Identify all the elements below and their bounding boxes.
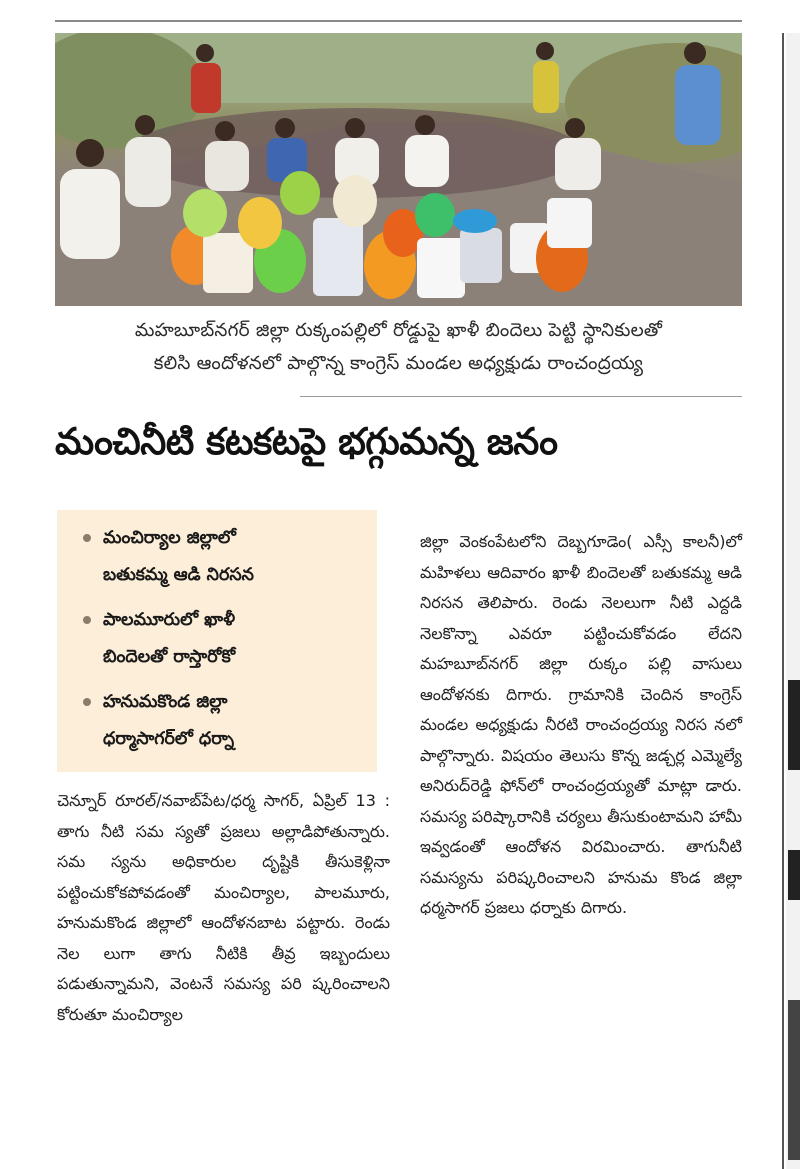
adjacent-page-edge xyxy=(786,33,800,1169)
column-divider xyxy=(782,33,784,1169)
caption-rule xyxy=(300,396,742,397)
top-rule xyxy=(55,20,742,22)
highlight-item xyxy=(83,602,359,676)
highlight-line: బతుకమ్మ ఆడి నిరసన xyxy=(103,565,254,585)
highlight-item xyxy=(83,684,359,758)
caption-line-1: మహబూబ్‌నగర్ జిల్లా రుక్కంపల్లిలో రోడ్డుపై ఖాళీ బిందెలు పెట్టి స్థానికులతో xyxy=(134,320,663,341)
photo-caption xyxy=(55,314,742,380)
bullet-icon xyxy=(83,698,91,706)
adjacent-page-block xyxy=(788,680,800,770)
article-column-right: జిల్లా వెంకంపేటలోని దెబ్బగూడెం( ఎస్సీ కాలనీ)లో మహిళలు ఆదివారం ఖాళీ బిందెలతో బతుకమ్మ ఆడి నిరసన తెలిపారు. రెండు నెలలుగా నీటి ఎద్దడి నెలకొన్నా ఎవరూ పట్టించుకోవడం లేదని మహబూబ్‌నగర్ జిల్లా రుక్కం పల్లి వాసులు ఆందోళనకు దిగారు. గ్రామానికి చెందిన కాంగ్రెస్ మండల అధ్యక్షుడు నీరటి రాంచంద్రయ్య నిరస నలో పాల్గొన్నారు. విషయం తెలుసు కొన్న జడ్చర్ల ఎమ్మెల్యే అనిరుద్‌రెడ్డి ఫోన్‌లో రాంచంద్రయ్యతో మాట్లా డారు. సమస్య పరిష్కారానికి చర్యలు తీసుకుంటామని హామీ ఇవ్వడంతో ఆందోళన విరమించారు. తాగునీటి సమస్యను పరిష్కరించాలని హనుమ కొండ జిల్లా ధర్మసాగర్ ప్రజలు ధర్నాకు దిగారు. xyxy=(420,532,742,917)
protest-photo-illustration xyxy=(55,33,742,306)
highlight-item xyxy=(83,520,359,594)
bullet-icon xyxy=(83,534,91,542)
highlight-text xyxy=(103,602,235,676)
highlight-line: బిందెలతో రాస్తారోకో xyxy=(103,647,236,667)
bullet-icon xyxy=(83,616,91,624)
highlights-box xyxy=(57,510,377,772)
caption-line-2: కలిసి ఆందోళనలో పాల్గొన్న కాంగ్రెస్ మండల అధ్యక్షుడు రాంచంద్రయ్య xyxy=(153,353,644,374)
adjacent-page-block xyxy=(788,850,800,900)
highlight-line: పాలమూరులో ఖాళీ xyxy=(103,610,236,630)
article-column-left: చెన్నూర్ రూరల్/నవాబ్‌పేట/ధర్మ సాగర్, ఏప్రిల్ 13 : తాగు నీటి సమ స్యతో ప్రజలు అల్లాడిపోతున్నారు. సమ స్యను అధికారుల దృష్టికి తీసుకెళ్లినా పట్టించుకోకపోవడంతో మంచిర్యాల, పాలమూరు, హనుమకొండ జిల్లాలో ఆందోళనబాట పట్టారు. రెండు నెల లుగా తాగు నీటికి తీవ్ర ఇబ్బందులు పడుతున్నామని, వెంటనే సమస్య పరి ష్కరించాలని కోరుతూ మంచిర్యాల xyxy=(57,791,390,1024)
highlight-line: ధర్మాసాగర్‌లో ధర్నా xyxy=(103,729,235,749)
highlight-text xyxy=(103,520,254,594)
headline: మంచినీటి కటకటపై భగ్గుమన్న జనం xyxy=(55,420,558,463)
highlight-text xyxy=(103,684,234,758)
news-photo xyxy=(55,33,742,306)
adjacent-page-block xyxy=(788,1000,800,1160)
highlight-line: హనుమకొండ జిల్లా xyxy=(103,692,228,712)
highlight-line: మంచిర్యాల జిల్లాలో xyxy=(103,528,236,548)
